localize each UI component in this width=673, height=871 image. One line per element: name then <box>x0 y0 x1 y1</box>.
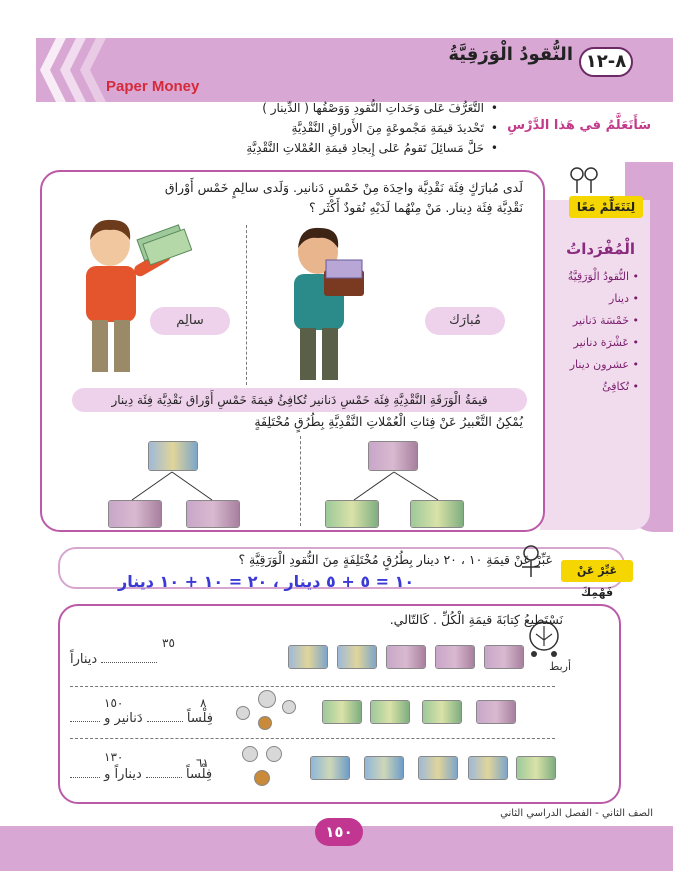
one-dinar-banknote <box>322 700 362 724</box>
ten-dinar-banknote <box>148 441 198 471</box>
one-dinar-banknote <box>516 756 556 780</box>
one-dinar-banknote <box>370 700 410 724</box>
connect-tag: أربط <box>549 660 571 673</box>
twenty-dinar-banknote <box>364 756 404 780</box>
coin <box>258 716 272 730</box>
objectives-list <box>168 98 498 158</box>
answer-blank <box>70 766 100 778</box>
row-separator <box>70 738 555 739</box>
five-dinar-banknote <box>368 441 418 471</box>
coin <box>258 690 276 708</box>
twenty-dinar-banknote <box>310 756 350 780</box>
name-badge-mubarak: مُبارَك <box>425 307 505 335</box>
page-number: ١٥٠ <box>315 818 363 846</box>
coin <box>282 700 296 714</box>
grade-label: الصف الثاني - الفصل الدراسي الثاني <box>500 808 653 819</box>
amount-unit-fils: فِلْساً <box>186 711 213 726</box>
amount-row <box>70 651 157 667</box>
lesson-title: النُّقودُ الْوَرَقِيَّةُ <box>448 44 573 65</box>
amount-dinars: ٣٥ <box>162 636 175 650</box>
amount-fils: ١٣٠ <box>104 750 124 764</box>
lesson-number: ٨-١٢ <box>579 47 633 77</box>
handwritten-answer: ١٠ = ٥ + ٥ دينار ، ٢٠ = ١٠ + ١٠ دينار <box>118 572 415 591</box>
five-dinar-banknote <box>386 645 426 669</box>
one-dinar-banknote <box>325 500 379 528</box>
vocab-item: • عَشْرَة دنانير <box>568 332 639 354</box>
amount-fils: ١٥٠ <box>104 696 124 710</box>
vocab-title: الْمُفْرَداتُ <box>566 240 635 258</box>
coin <box>254 770 270 786</box>
five-dinar-banknote <box>476 700 516 724</box>
learn-together-tag: لِنَتَعَلَّمْ مَعًا <box>569 196 643 218</box>
amount-unit: دَنانير و <box>104 711 143 726</box>
five-dinar-banknote <box>108 500 162 528</box>
objectives-label: سَأَتَعَلَّمُ في هَذا الدَّرْسِ <box>507 118 651 133</box>
ten-dinar-banknote <box>337 645 377 669</box>
split-lines-icon <box>120 470 230 502</box>
coin <box>236 706 250 720</box>
amount-dinars: ٦١ <box>196 756 209 770</box>
amount-unit: ديناراً و <box>104 767 142 782</box>
coin <box>266 746 282 762</box>
column-divider <box>246 225 247 385</box>
ten-dinar-banknote <box>288 645 328 669</box>
express-statement: يُمْكِنُ التَّعْبيرُ عَنْ فِئاتِ الْعُمْلاتِ النَّقْدِيَّةِ بِطُرُقٍ مُخْتَلِفَةٍ <box>254 414 523 429</box>
column-divider <box>300 436 301 526</box>
five-dinar-banknote <box>435 645 475 669</box>
lesson-title-english: Paper Money <box>106 78 200 95</box>
coin <box>242 746 258 762</box>
row-separator <box>70 686 555 687</box>
five-dinar-banknote <box>484 645 524 669</box>
check-understanding-tag: عَبِّرْ عَنْ فَهْمِكَ <box>561 560 633 582</box>
ten-dinar-banknote <box>468 756 508 780</box>
chevron-decoration-icon <box>76 38 106 102</box>
amount-dinars: ٨ <box>200 696 207 710</box>
answer-blank <box>147 710 183 722</box>
vocab-item: • دينار <box>568 288 639 310</box>
vocab-list <box>568 266 639 398</box>
vocab-item: • عشرون دينار <box>568 354 639 376</box>
boy-salem-illustration <box>62 210 192 382</box>
boy-mubarak-illustration <box>268 218 398 388</box>
equivalence-statement: قيمَةُ الْوَرَقَةِ النَّقْدِيَّةِ فِئَة خَمْسِ دَنانير تُكافِئُ قيمَةَ خَمْسِ أَوْراق نَقْدِيَّة فِئَة دِينار <box>72 388 527 412</box>
answer-blank <box>101 651 157 663</box>
connect-statement: نَسْتَطيعُ كِتابَةَ قيمَةِ الْكُلِّ . كَالتّالي. <box>389 612 563 627</box>
objective-item: • حَلَّ مَسائِلَ تَقومُ عَلى إِيجادِ قيمَةِ العُمْلاتِ النَّقْدِيَّةِ <box>168 138 498 158</box>
kids-icon <box>565 165 603 197</box>
vocab-item: • النُّقودُ الْوَرَقِيَّةُ <box>568 266 639 288</box>
objective-item: • تَحْديدَ قيمَةِ مَجْموعَةٍ مِنَ الأَوراقِ النَّقْدِيَّةِ <box>168 118 498 138</box>
five-dinar-banknote <box>186 500 240 528</box>
amount-unit: ديناراً <box>70 652 98 667</box>
split-lines-icon <box>340 470 460 502</box>
ten-dinar-banknote <box>418 756 458 780</box>
objective-item: • التَّعَرُّفَ عَلى وَحَداتِ النُّقودِ وَوَصْفُها ( الدِّينار ) <box>168 98 498 118</box>
check-question: عَبِّرْ عَنْ قيمَةِ ١٠ ، ٢٠ دينار بِطُرُقٍ مُخْتَلِفَةٍ مِنَ النُّقودِ الْوَرَقِيَّةِ ؟ <box>238 552 553 567</box>
one-dinar-banknote <box>422 700 462 724</box>
answer-blank <box>146 766 182 778</box>
intro-question: لَدى مُبارَكٍ فِئَة نَقْدِيَّة واحِدَة مِنْ خَمْسِ دَنانير. وَلَدى سالِمٍ خَمْس أَوْراق نَقْدِيَّة فِئَة دِينار. مَنْ مِنْهُما لَدَيْهِ نُقودٌ أَكْثَر ؟ <box>164 180 523 215</box>
amount-row <box>70 710 213 726</box>
vocab-item: • خَمْسَة دَنانير <box>568 310 639 332</box>
name-badge-salem: سالِم <box>150 307 230 335</box>
one-dinar-banknote <box>410 500 464 528</box>
amount-unit-fils: فِلْساً <box>186 767 213 782</box>
vocab-item: • تُكافِئُ <box>568 376 639 398</box>
amount-row <box>70 766 212 782</box>
answer-blank <box>70 710 100 722</box>
